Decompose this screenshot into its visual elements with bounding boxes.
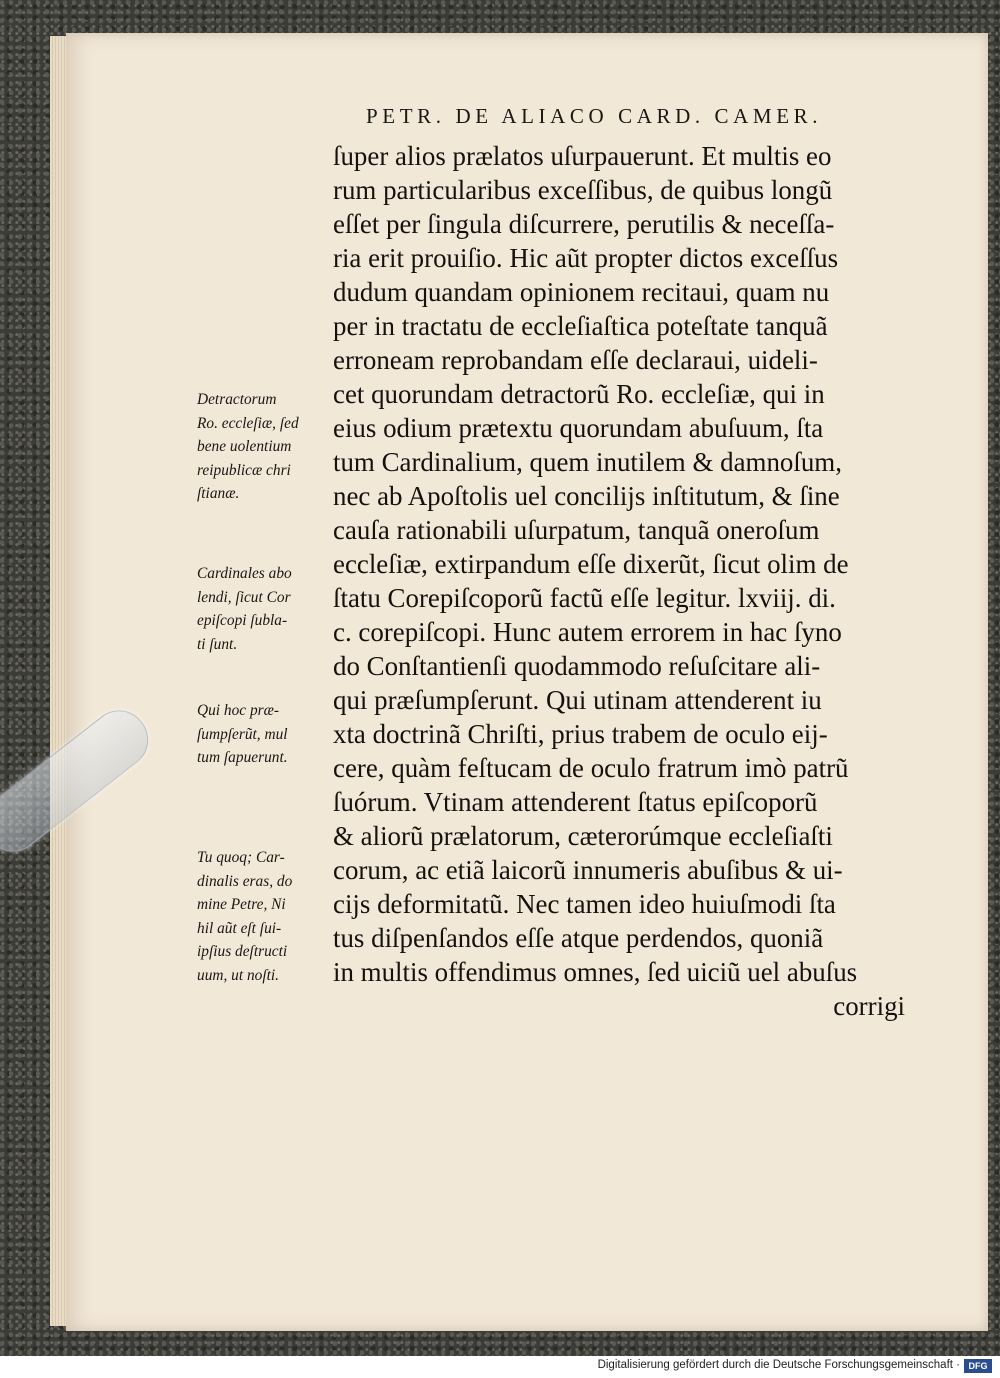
text-line: eius odium prætextu quorundam abuſuum, ſta bbox=[333, 413, 824, 443]
text-line: ſuper alios prælatos uſurpauerunt. Et multis eo bbox=[333, 141, 832, 171]
text-line: eccleſiæ, extirpandum eſſe dixerũt, ſicut olim de bbox=[333, 549, 849, 579]
margin-note-line: ipſius deſtructi bbox=[197, 943, 288, 960]
text-line: rum particularibus exceſſibus, de quibus longũ bbox=[333, 175, 833, 205]
margin-note-line: dinalis eras, do bbox=[197, 872, 293, 890]
margin-note-line: tum ſapuerunt. bbox=[197, 749, 288, 766]
running-head: PETR. DE ALIACO CARD. CAMER. bbox=[366, 104, 823, 128]
text-line: ſuórum. Vtinam attenderent ſtatus epiſcoporũ bbox=[333, 787, 818, 817]
margin-note-line: uum, ut noſti. bbox=[197, 966, 280, 984]
body-text bbox=[333, 139, 913, 1023]
text-line: cet quorundam detractorũ Ro. eccleſiæ, qui in bbox=[333, 379, 825, 409]
margin-note-line: Tu quoq; Car- bbox=[197, 849, 285, 866]
text-line: cere, quàm feſtucam de oculo fratrum imò patrũ bbox=[333, 753, 849, 783]
text-line: ſtatu Corepiſcoporũ factũ eſſe legitur. lxviij. di. bbox=[333, 583, 836, 613]
margin-note-line: ti ſunt. bbox=[197, 635, 238, 653]
margin-note-line: epiſcopi ſubla- bbox=[197, 612, 288, 629]
margin-note-line: bene uolentium bbox=[197, 438, 292, 455]
margin-note-line: ſumpſerũt, mul bbox=[197, 725, 288, 743]
margin-note-line: Cardinales abo bbox=[197, 565, 292, 582]
text-line: cijs deformitatũ. Nec tamen ideo huiuſmodi ſta bbox=[333, 889, 836, 919]
margin-note-line: lendi, ſicut Cor bbox=[197, 588, 291, 606]
text-line: & aliorũ prælatorum, cæterorúmque eccleſiaſti bbox=[333, 821, 833, 851]
margin-note-line: hil aũt eſt ſui- bbox=[197, 919, 282, 937]
text-line: per in tractatu de eccleſiaſtica poteſtate tanquã bbox=[333, 311, 828, 341]
text-line: tum Cardinalium, quem inutilem & damnoſum, bbox=[333, 447, 842, 477]
text-line: ria erit prouiſio. Hic aũt propter dictos exceſſus bbox=[333, 243, 839, 273]
margin-note-line: mine Petre, Ni bbox=[197, 896, 286, 913]
show-through-text bbox=[212, 205, 216, 221]
margin-note-tu-quoque bbox=[197, 846, 325, 987]
margin-note-line: ſtianæ. bbox=[197, 485, 240, 502]
text-line: eſſet per ſingula diſcurrere, perutilis & neceſſa- bbox=[333, 209, 835, 239]
credit-bar bbox=[0, 1356, 1000, 1378]
text-line: c. corepiſcopi. Hunc autem errorem in hac ſyno bbox=[333, 617, 842, 647]
catchword: corrigi bbox=[833, 991, 906, 1021]
margin-note-line: reipublicæ chri bbox=[197, 461, 291, 479]
funding-credit: Digitalisierung gefördert durch die Deutsche Forschungsgemeinschaft · bbox=[597, 1359, 960, 1371]
margin-note-qui-hoc bbox=[197, 699, 325, 770]
margin-note-line: Qui hoc præ- bbox=[197, 702, 280, 719]
dfg-logo-icon: DFG bbox=[964, 1359, 992, 1373]
margin-note-cardinales bbox=[197, 562, 325, 656]
text-line: nec ab Apoſtolis uel concilijs inſtitutum, & ſine bbox=[333, 481, 840, 511]
text-line: qui præſumpſerunt. Qui utinam attenderent iu bbox=[333, 685, 822, 715]
text-line: tus diſpenſandos eſſe atque perdendos, quoniã bbox=[333, 923, 824, 953]
text-line: cauſa rationabili uſurpatum, tanquã oneroſum bbox=[333, 515, 820, 545]
margin-note-line: Detractorum bbox=[197, 391, 277, 408]
margin-note-line: Ro. eccleſiæ, ſed bbox=[197, 414, 299, 432]
text-line: do Conſtantienſi quodammodo reſuſcitare ali- bbox=[333, 651, 821, 681]
text-line: in multis offendimus omnes, ſed uiciũ uel abuſus bbox=[333, 957, 858, 987]
margin-note-detractors bbox=[197, 388, 325, 506]
text-line: corum, ac etiã laicorũ innumeris abuſibus & ui- bbox=[333, 855, 843, 885]
text-line: xta doctrinã Chriſti, prius trabem de oculo eij- bbox=[333, 719, 828, 749]
text-line: dudum quandam opinionem recitaui, quam nu bbox=[333, 277, 830, 307]
text-line: erroneam reprobandam eſſe declaraui, uideli- bbox=[333, 345, 818, 375]
